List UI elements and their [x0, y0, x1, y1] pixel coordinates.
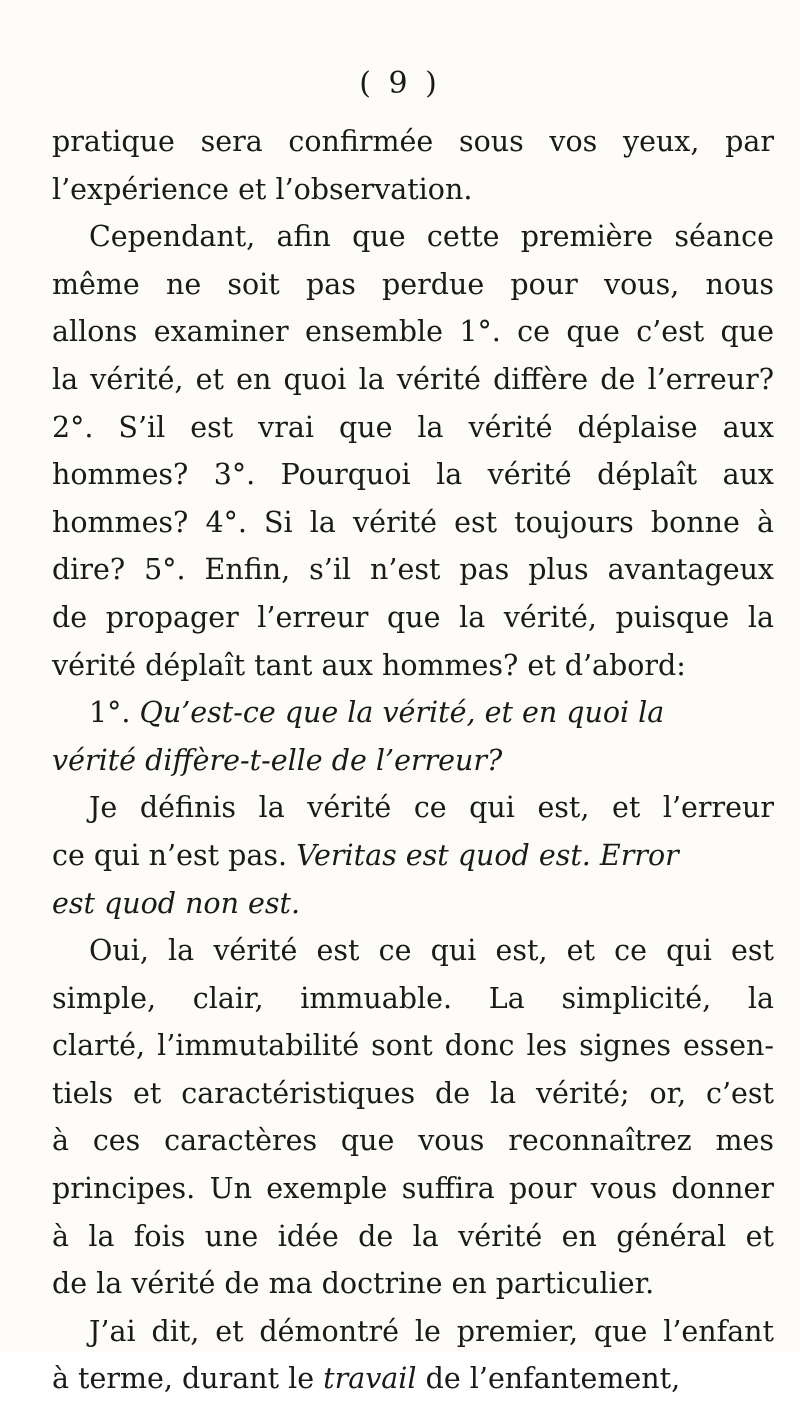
text-line: dire? 5°. Enfin, s’il n’est pas plus avantageux: [52, 553, 774, 587]
text-segment: ce qui n’est pas.: [52, 838, 287, 872]
section-heading-line: [52, 689, 774, 737]
text-line: tiels et caractéristiques de la vérité; or, c’est: [52, 1076, 774, 1110]
text-line: 2°. S’il est vrai que la vérité déplaise aux: [52, 410, 774, 444]
text-line: hommes? 3°. Pourquoi la vérité déplaît aux: [52, 458, 774, 492]
text-line: simple, clair, immuable. La simplicité, la: [52, 981, 774, 1015]
text-line: de la vérité de ma doctrine en particulier.: [52, 1267, 655, 1301]
text-line: [52, 1355, 774, 1403]
text-line: vérité déplaît tant aux hommes? et d’abord:: [52, 648, 686, 682]
text-segment: de l’enfantement,: [425, 1362, 681, 1396]
body-text: [52, 118, 774, 1403]
text-line: [52, 832, 774, 880]
text-line: principes. Un exemple suffira pour vous donner: [52, 1172, 774, 1206]
text-line: à ces caractères que vous reconnaîtrez mes: [52, 1124, 774, 1158]
text-line: allons examiner ensemble 1°. ce que c’est que: [52, 315, 774, 349]
section-heading-cont: vérité diffère-t-elle de l’erreur?: [52, 743, 503, 777]
text-line: Oui, la vérité est ce qui est, et ce qui est: [89, 934, 774, 968]
italic-word: travail: [323, 1362, 417, 1396]
text-line: à la fois une idée de la vérité en général et: [52, 1219, 774, 1253]
text-line: Cependant, afin que cette première séance: [89, 220, 774, 254]
text-segment: à terme, durant le: [52, 1362, 315, 1396]
text-line: hommes? 4°. Si la vérité est toujours bonne à: [52, 505, 774, 539]
section-number: 1°.: [89, 696, 131, 730]
text-line: même ne soit pas perdue pour vous, nous: [52, 267, 774, 301]
section-heading: Qu’est-ce que la vérité, et en quoi la: [139, 696, 665, 730]
text-line: Je définis la vérité ce qui est, et l’erreur: [89, 791, 774, 825]
text-line: pratique sera confirmée sous vos yeux, par: [52, 125, 774, 158]
page-number: ( 9 ): [359, 66, 441, 101]
latin-quote: Veritas est quod est. Error: [296, 838, 679, 872]
text-line: J’ai dit, et démontré le premier, que l’enfant: [89, 1314, 774, 1348]
text-line: la vérité, et en quoi la vérité diffère de l’erreur?: [52, 362, 774, 396]
text-line: clarté, l’immutabilité sont donc les signes essen-: [52, 1029, 774, 1063]
text-line: de propager l’erreur que la vérité, puisque la: [52, 600, 774, 634]
text-line: l’expérience et l’observation.: [52, 172, 473, 206]
latin-quote-cont: est quod non est.: [52, 886, 300, 920]
